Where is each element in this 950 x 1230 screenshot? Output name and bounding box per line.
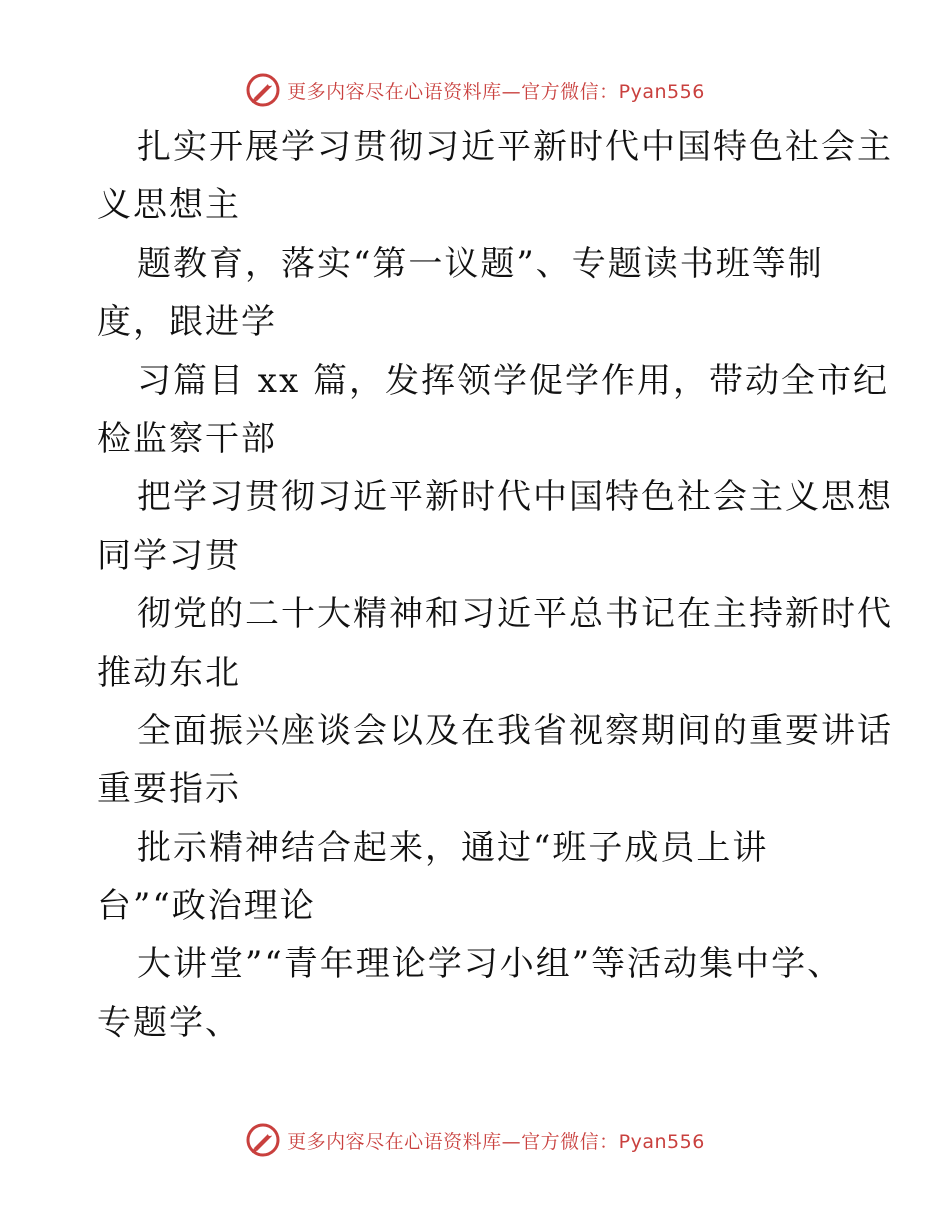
body-line: 度，跟进学 — [97, 302, 277, 343]
body-line: 把学习贯彻习近平新时代中国特色社会主义思想 — [137, 477, 893, 518]
body-line: 大讲堂”“青年理论学习小组”等活动集中学、 — [137, 944, 844, 985]
body-line: 题教育，落实“第一议题”、专题读书班等制 — [137, 243, 824, 284]
body-line: 扎实开展学习贯彻习近平新时代中国特色社会主 — [137, 127, 893, 167]
footer-banner — [0, 1120, 950, 1160]
pen-logo-icon — [245, 72, 281, 108]
document-body — [97, 118, 893, 1052]
body-line: 义思想主 — [97, 185, 241, 226]
body-line: 台”“政治理论 — [97, 886, 316, 927]
body-line: 同学习贯 — [97, 535, 241, 576]
body-line: 习篇目 xx 篇，发挥领学促学作用，带动全市纪 — [137, 360, 889, 401]
body-line: 专题学、 — [97, 1002, 241, 1043]
body-line: 彻党的二十大精神和习近平总书记在主持新时代 — [137, 594, 893, 635]
header-banner-text: 更多内容尽在心语资料库—官方微信：Pyan556 — [287, 80, 705, 103]
header-banner — [0, 70, 950, 110]
body-line: 批示精神结合起来，通过“班子成员上讲 — [137, 827, 769, 868]
body-line: 重要指示 — [97, 769, 241, 810]
pen-logo-icon — [245, 1122, 281, 1158]
body-line: 全面振兴座谈会以及在我省视察期间的重要讲话 — [137, 710, 893, 751]
body-line: 检监察干部 — [97, 418, 277, 459]
body-line: 推动东北 — [97, 652, 241, 693]
footer-banner-text: 更多内容尽在心语资料库—官方微信：Pyan556 — [287, 1130, 705, 1153]
